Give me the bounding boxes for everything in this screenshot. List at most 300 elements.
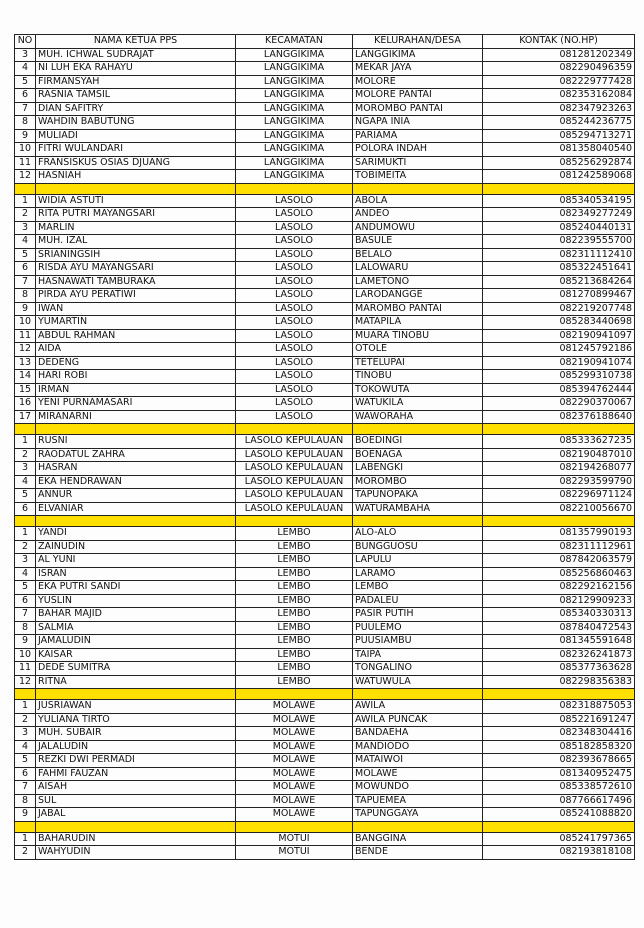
cell-no: 3 [15,462,36,476]
cell-kecamatan: MOLAWE [236,740,353,754]
cell-kontak: 085333627235 [483,435,635,449]
cell-kecamatan: LASOLO [236,289,353,303]
cell-no: 2 [15,448,36,462]
cell-kelurahan: NGAPA INIA [353,116,483,130]
cell-no: 1 [15,527,36,541]
table-body [15,48,635,859]
cell-kecamatan: LANGGIKIMA [236,75,353,89]
cell-kontak: 085377363628 [483,662,635,676]
cell-kontak: 082326241873 [483,648,635,662]
cell-no: 7 [15,781,36,795]
cell-kelurahan: LALOWARU [353,262,483,276]
cell-kecamatan: LEMBO [236,594,353,608]
table-row [15,143,635,157]
cell-kecamatan: LASOLO [236,221,353,235]
cell-kecamatan: LEMBO [236,662,353,676]
cell-nama: SUL [36,794,236,808]
cell-kecamatan: LASOLO [236,397,353,411]
cell-nama: MARLIN [36,221,236,235]
cell-kelurahan: WAWORAHA [353,410,483,424]
cell-no: 12 [15,170,36,184]
cell-kelurahan: MOLORE [353,75,483,89]
separator-cell [483,183,635,194]
cell-kecamatan: LASOLO [236,208,353,222]
cell-kontak: 085322451641 [483,262,635,276]
cell-no: 12 [15,343,36,357]
table-row [15,608,635,622]
cell-kontak: 082293599790 [483,475,635,489]
cell-nama: JABAL [36,808,236,822]
cell-kelurahan: LAMETONO [353,275,483,289]
cell-kontak: 082290496359 [483,62,635,76]
group-separator-row [15,689,635,700]
table-row [15,356,635,370]
table-row [15,635,635,649]
cell-no: 9 [15,808,36,822]
cell-no: 4 [15,567,36,581]
table-row [15,75,635,89]
cell-nama: YULIANA TIRTO [36,713,236,727]
cell-kecamatan: LEMBO [236,648,353,662]
cell-kecamatan: MOLAWE [236,781,353,795]
header-kontak: KONTAK (NO.HP) [483,35,635,49]
cell-no: 3 [15,554,36,568]
cell-kecamatan: LANGGIKIMA [236,48,353,62]
cell-nama: HARI ROBI [36,370,236,384]
cell-nama: ZAINUDIN [36,540,236,554]
cell-kelurahan: BANDAEHA [353,727,483,741]
cell-nama: JALALUDIN [36,740,236,754]
cell-kontak: 082311112410 [483,248,635,262]
cell-no: 12 [15,675,36,689]
cell-no: 11 [15,662,36,676]
cell-kelurahan: AWILA PUNCAK [353,713,483,727]
cell-kontak: 082393678665 [483,754,635,768]
table-row [15,383,635,397]
table-row [15,713,635,727]
cell-kelurahan: WATURAMBAHA [353,502,483,516]
cell-no: 6 [15,594,36,608]
cell-kontak: 081270899467 [483,289,635,303]
cell-nama: WAHDIN BABUTUNG [36,116,236,130]
table-row [15,397,635,411]
pps-chairman-table [14,34,635,860]
cell-kontak: 082193818108 [483,846,635,860]
cell-kelurahan: MOLORE PANTAI [353,89,483,103]
cell-nama: EKA PUTRI SANDI [36,581,236,595]
cell-kontak: 082229777428 [483,75,635,89]
cell-no: 7 [15,608,36,622]
table-row [15,675,635,689]
cell-kelurahan: TAPUNOPAKA [353,489,483,503]
table-row [15,540,635,554]
cell-no: 2 [15,713,36,727]
cell-kelurahan: BOEDINGI [353,435,483,449]
cell-kecamatan: LEMBO [236,540,353,554]
table-header-row [15,35,635,49]
cell-kelurahan: MEKAR JAYA [353,62,483,76]
cell-kontak: 082349277249 [483,208,635,222]
cell-kelurahan: LABENGKI [353,462,483,476]
cell-no: 7 [15,275,36,289]
cell-nama: DEDE SUMITRA [36,662,236,676]
cell-kontak: 087842063579 [483,554,635,568]
cell-nama: FRANSISKUS OSIAS DJUANG [36,156,236,170]
cell-nama: JUSRIAWAN [36,700,236,714]
separator-cell [483,516,635,527]
cell-kelurahan: MATAIWOI [353,754,483,768]
cell-kontak: 081281202349 [483,48,635,62]
table-row [15,727,635,741]
cell-nama: BAHAR MAJID [36,608,236,622]
cell-no: 2 [15,540,36,554]
separator-cell [483,424,635,435]
cell-kontak: 085213684264 [483,275,635,289]
cell-kecamatan: LASOLO [236,302,353,316]
table-row [15,754,635,768]
cell-no: 6 [15,262,36,276]
cell-nama: YANDI [36,527,236,541]
cell-no: 13 [15,356,36,370]
cell-kecamatan: LASOLO [236,410,353,424]
separator-cell [236,424,353,435]
table-row [15,410,635,424]
cell-kecamatan: MOLAWE [236,767,353,781]
separator-cell [236,689,353,700]
cell-nama: DEDENG [36,356,236,370]
cell-no: 8 [15,116,36,130]
cell-kelurahan: POLORA INDAH [353,143,483,157]
cell-kecamatan: LASOLO [236,383,353,397]
cell-nama: FITRI WULANDARI [36,143,236,157]
cell-kontak: 085338572610 [483,781,635,795]
cell-no: 5 [15,754,36,768]
cell-kelurahan: BANGGINA [353,832,483,846]
cell-kelurahan: BENDE [353,846,483,860]
cell-no: 3 [15,727,36,741]
cell-kelurahan: BELALO [353,248,483,262]
cell-nama: YUMARTIN [36,316,236,330]
cell-kontak: 085241797365 [483,832,635,846]
cell-no: 4 [15,62,36,76]
cell-kelurahan: MOLAWE [353,767,483,781]
cell-kecamatan: MOLAWE [236,713,353,727]
cell-nama: IWAN [36,302,236,316]
cell-no: 9 [15,129,36,143]
table-row [15,248,635,262]
table-row [15,329,635,343]
cell-kecamatan: LASOLO [236,370,353,384]
cell-kecamatan: LANGGIKIMA [236,89,353,103]
table-row [15,48,635,62]
cell-kecamatan: LEMBO [236,675,353,689]
cell-kontak: 082311112961 [483,540,635,554]
cell-kontak: 082290370067 [483,397,635,411]
table-row [15,594,635,608]
separator-cell [353,821,483,832]
table-row [15,554,635,568]
cell-nama: MUH. IZAL [36,235,236,249]
cell-kontak: 081357990193 [483,527,635,541]
cell-kecamatan: LEMBO [236,621,353,635]
separator-cell [15,183,36,194]
cell-nama: FIRMANSYAH [36,75,236,89]
table-row [15,475,635,489]
cell-no: 1 [15,194,36,208]
cell-kecamatan: LASOLO [236,356,353,370]
cell-kelurahan: MATAPILA [353,316,483,330]
cell-nama: AISAH [36,781,236,795]
table-row [15,621,635,635]
cell-kontak: 082190941097 [483,329,635,343]
cell-kelurahan: AWILA [353,700,483,714]
cell-kecamatan: LASOLO [236,235,353,249]
cell-kelurahan: LANGGIKIMA [353,48,483,62]
table-row [15,116,635,130]
cell-kelurahan: MUARA TINOBU [353,329,483,343]
header-kelurahan: KELURAHAN/DESA [353,35,483,49]
cell-nama: SRIANINGSIH [36,248,236,262]
table-row [15,832,635,846]
table-row [15,316,635,330]
table-row [15,62,635,76]
separator-cell [36,424,236,435]
separator-cell [15,689,36,700]
separator-cell [483,821,635,832]
cell-kontak: 085394762444 [483,383,635,397]
cell-kecamatan: LANGGIKIMA [236,102,353,116]
cell-nama: MIRANARNI [36,410,236,424]
cell-kecamatan: LASOLO [236,248,353,262]
cell-no: 5 [15,75,36,89]
cell-kontak: 082219207748 [483,302,635,316]
separator-cell [36,516,236,527]
cell-kelurahan: ABOLA [353,194,483,208]
group-separator-row [15,821,635,832]
cell-no: 5 [15,581,36,595]
separator-cell [15,424,36,435]
cell-kontak: 087840472543 [483,621,635,635]
cell-kecamatan: LASOLO [236,316,353,330]
cell-no: 11 [15,156,36,170]
header-nama: NAMA KETUA PPS [36,35,236,49]
cell-kontak: 082129909233 [483,594,635,608]
cell-kecamatan: LEMBO [236,527,353,541]
table-row [15,129,635,143]
cell-nama: AL YUNI [36,554,236,568]
cell-no: 2 [15,846,36,860]
cell-kecamatan: LANGGIKIMA [236,143,353,157]
cell-kecamatan: LEMBO [236,567,353,581]
cell-kontak: 085299310738 [483,370,635,384]
cell-kontak: 082296971124 [483,489,635,503]
cell-no: 8 [15,289,36,303]
cell-no: 8 [15,794,36,808]
cell-kelurahan: PASIR PUTIH [353,608,483,622]
cell-kecamatan: LANGGIKIMA [236,116,353,130]
cell-kecamatan: MOLAWE [236,754,353,768]
cell-kelurahan: OTOLE [353,343,483,357]
cell-kontak: 081245792186 [483,343,635,357]
cell-kontak: 082376188640 [483,410,635,424]
table-row [15,343,635,357]
table-row [15,581,635,595]
table-row [15,527,635,541]
cell-no: 16 [15,397,36,411]
separator-cell [353,516,483,527]
cell-kelurahan: LAPULU [353,554,483,568]
cell-kelurahan: BASULE [353,235,483,249]
cell-nama: YENI PURNAMASARI [36,397,236,411]
table-row [15,567,635,581]
cell-no: 17 [15,410,36,424]
cell-kecamatan: MOLAWE [236,727,353,741]
cell-nama: ELVANIAR [36,502,236,516]
cell-nama: RITNA [36,675,236,689]
table-row [15,462,635,476]
table-row [15,302,635,316]
cell-kelurahan: TAPUEMEA [353,794,483,808]
separator-cell [36,821,236,832]
table-row [15,289,635,303]
cell-nama: WAHYUDIN [36,846,236,860]
cell-kontak: 085221691247 [483,713,635,727]
cell-nama: RAODATUL ZAHRA [36,448,236,462]
table-row [15,221,635,235]
cell-nama: DIAN SAFITRY [36,102,236,116]
cell-kecamatan: LEMBO [236,608,353,622]
cell-kelurahan: MAROMBO PANTAI [353,302,483,316]
table-row [15,781,635,795]
cell-no: 14 [15,370,36,384]
table-row [15,435,635,449]
cell-no: 2 [15,208,36,222]
cell-kontak: 082348304416 [483,727,635,741]
cell-kelurahan: PUULEMO [353,621,483,635]
cell-kelurahan: ANDEO [353,208,483,222]
header-no: NO [15,35,36,49]
cell-kontak: 082194268077 [483,462,635,476]
cell-nama: REZKI DWI PERMADI [36,754,236,768]
cell-kontak: 087766617496 [483,794,635,808]
table-row [15,262,635,276]
cell-kontak: 081242589068 [483,170,635,184]
cell-kontak: 082239555700 [483,235,635,249]
cell-no: 15 [15,383,36,397]
cell-kontak: 082298356383 [483,675,635,689]
cell-kelurahan: BUNGGUOSU [353,540,483,554]
cell-nama: MULIADI [36,129,236,143]
cell-kontak: 085241088820 [483,808,635,822]
cell-nama: WIDIA ASTUTI [36,194,236,208]
table-row [15,235,635,249]
cell-kontak: 081340952475 [483,767,635,781]
cell-kelurahan: BOENAGA [353,448,483,462]
cell-kecamatan: LASOLO [236,194,353,208]
cell-kontak: 081345591648 [483,635,635,649]
separator-cell [236,821,353,832]
table-row [15,808,635,822]
cell-nama: AIDA [36,343,236,357]
cell-kontak: 085182858320 [483,740,635,754]
cell-kelurahan: WATUKILA [353,397,483,411]
cell-nama: BAHARUDIN [36,832,236,846]
cell-nama: YUSLIN [36,594,236,608]
table-row [15,740,635,754]
cell-kecamatan: LASOLO KEPULAUAN [236,448,353,462]
cell-kecamatan: LASOLO [236,262,353,276]
cell-no: 4 [15,235,36,249]
cell-kecamatan: LANGGIKIMA [236,170,353,184]
cell-kelurahan: MOROMBO PANTAI [353,102,483,116]
cell-nama: NI LUH EKA RAHAYU [36,62,236,76]
group-separator-row [15,516,635,527]
table-row [15,846,635,860]
cell-nama: ANNUR [36,489,236,503]
cell-kontak: 085340534195 [483,194,635,208]
cell-kelurahan: MANDIODO [353,740,483,754]
table-row [15,448,635,462]
cell-kontak: 085340330313 [483,608,635,622]
cell-kelurahan: LARODANGGE [353,289,483,303]
cell-kecamatan: LEMBO [236,635,353,649]
cell-kecamatan: MOTUI [236,832,353,846]
cell-kecamatan: LASOLO [236,329,353,343]
cell-no: 6 [15,502,36,516]
cell-no: 3 [15,48,36,62]
cell-no: 9 [15,635,36,649]
cell-kecamatan: MOLAWE [236,808,353,822]
cell-kecamatan: LASOLO [236,343,353,357]
cell-nama: ABDUL RAHMAN [36,329,236,343]
cell-nama: RISDA AYU MAYANGSARI [36,262,236,276]
cell-kontak: 082292162156 [483,581,635,595]
cell-kelurahan: ALO-ALO [353,527,483,541]
table-row [15,170,635,184]
cell-nama: EKA HENDRAWAN [36,475,236,489]
cell-nama: HASNAWATI TAMBURAKA [36,275,236,289]
table-row [15,700,635,714]
table-row [15,208,635,222]
cell-nama: RUSNI [36,435,236,449]
cell-kecamatan: LANGGIKIMA [236,62,353,76]
group-separator-row [15,424,635,435]
cell-no: 10 [15,316,36,330]
cell-no: 1 [15,832,36,846]
table-row [15,662,635,676]
table-row [15,767,635,781]
cell-nama: RITA PUTRI MAYANGSARI [36,208,236,222]
cell-kontak: 082190941074 [483,356,635,370]
cell-no: 10 [15,648,36,662]
cell-nama: PIRDA AYU PERATIWI [36,289,236,303]
table-row [15,102,635,116]
cell-kecamatan: MOTUI [236,846,353,860]
cell-kecamatan: LASOLO KEPULAUAN [236,462,353,476]
cell-nama: FAHMI FAUZAN [36,767,236,781]
cell-kecamatan: LEMBO [236,581,353,595]
cell-no: 4 [15,740,36,754]
cell-nama: HASRAN [36,462,236,476]
separator-cell [236,183,353,194]
cell-kecamatan: LASOLO KEPULAUAN [236,435,353,449]
cell-kontak: 082190487010 [483,448,635,462]
separator-cell [36,183,236,194]
header-kecamatan: KECAMATAN [236,35,353,49]
cell-kelurahan: SARIMUKTI [353,156,483,170]
cell-no: 4 [15,475,36,489]
cell-kontak: 082318875053 [483,700,635,714]
